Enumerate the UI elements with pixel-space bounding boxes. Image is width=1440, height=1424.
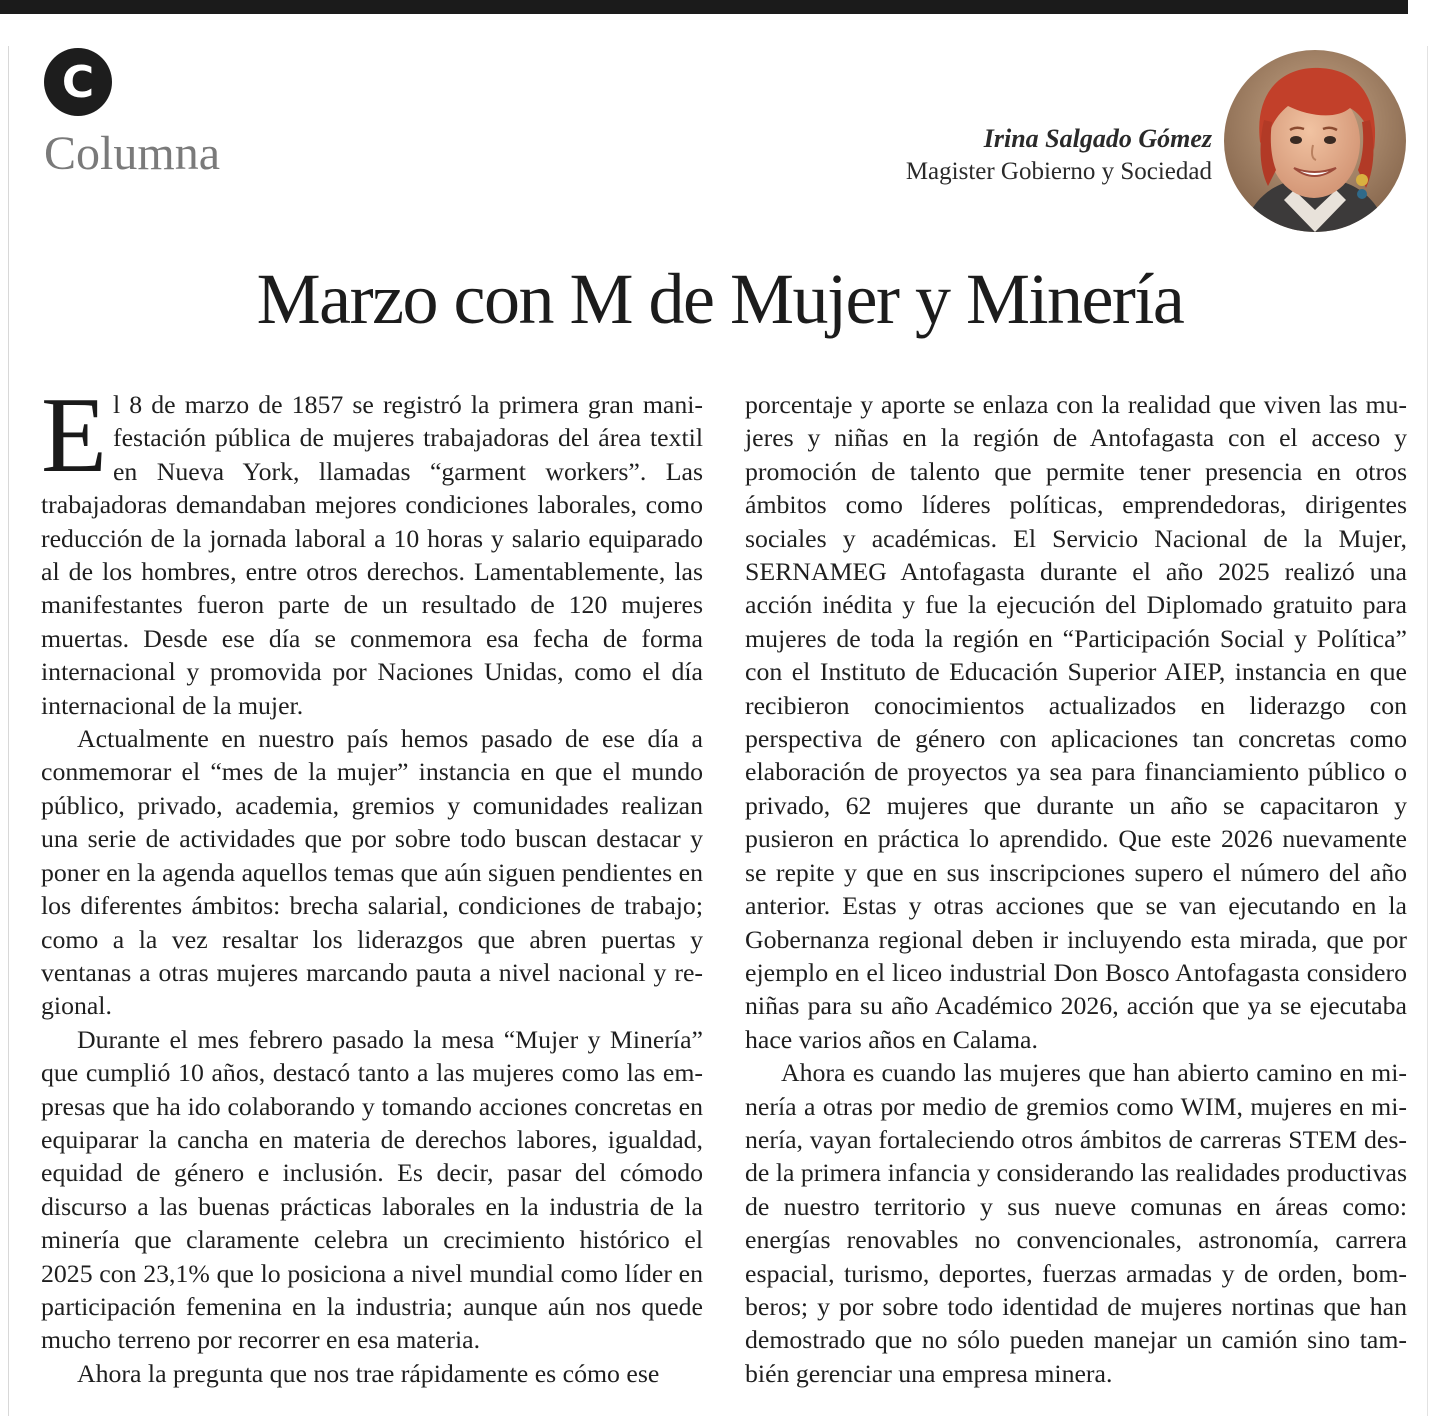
article-paragraph: Ahora es cuando las mujeres que han abierto camino en minería a otras por medio de gremios como WIM, mujeres en minería, vayan fortaleciendo otros ámbitos de carreras STEM desde la primera infancia y considerando las realidades productivas de nuestro territorio y sus nueve comunas en áreas como: energías renovables no convencionales, astronomía, carrera espacial, turismo, deportes, fuerzas armadas y de orden, bomberos; y por sobre todo identidad de mujeres nortinas que han demostrado que no sólo pueden manejar un camión sino también gerenciar una empresa minera.: [745, 1058, 1407, 1388]
article-paragraph: [41, 376, 703, 722]
drop-cap: E: [41, 376, 107, 495]
article-paragraph: Durante el mes febrero pasado la mesa “Mujer y Minería” que cumplió 10 años, destacó tanto a las mujeres como las empresas que ha ido colaborando y tomando acciones concretas en equiparar la cancha en materia de derechos labores, igualdad, equidad de género e inclusión. Es decir, pasar del cómodo discurso a las buenas prácticas laborales en la industria de la minería que claramente celebra un crecimiento histórico el 2025 con 23,1% que lo posiciona a nivel mundial como líder en participación femenina en la industria; aunque aún nos quede mucho terreno por recorrer en esa materia.: [41, 1024, 703, 1355]
author-name: Irina Salgado Gómez: [983, 124, 1212, 153]
left-border: [8, 46, 9, 1416]
author-photo: [1224, 50, 1406, 232]
top-rule: [0, 0, 1408, 14]
article-paragraph: Ahora la pregunta que nos trae rápidamente es cómo ese: [77, 1358, 660, 1388]
section-label: Columna: [44, 127, 220, 180]
article-column-right: [745, 388, 1407, 1390]
right-border: [1427, 46, 1428, 1416]
author-portrait-icon: [1224, 50, 1406, 232]
article-paragraph: Actualmente en nuestro país hemos pasado de ese día a conmemorar el “mes de la mujer” instancia en que el mundo público, privado, academia, gremios y comunidades realizan una serie de actividades que por sobre todo buscan destacar y poner en la agenda aquellos temas que aún siguen pendientes en los diferentes ámbitos: brecha salarial, condiciones de trabajo; como a la vez resaltar los liderazgos que abren puertas y ventanas a otras mujeres marcando pauta a nivel nacional y regional.: [41, 724, 703, 1021]
headline: Marzo con M de Mujer y Minería: [256, 259, 1184, 339]
paragraph-text: l 8 de marzo de 1857 se registró la primera gran manifestación pública de mujeres trabajadoras del área textil en Nueva York, llamadas “garment workers”. Las trabajadoras demandaban mejores condiciones laborales, como reducción de la jornada laboral a 10 horas y salario equiparado al de los hombres, entre otros derechos. Lamentablemente, las manifestantes fueron parte de un resultado de 120 mujeres muertas. Desde ese día se conmemora esa fecha de forma internacional y promovida por Naciones Unidas, como el día internacional de la mujer.: [41, 390, 703, 720]
article-paragraph: porcentaje y aporte se enlaza con la realidad que viven las mujeres y niñas en la región de Antofagasta con el acceso y promoción de talento que permite tener presencia en otros ámbitos como líderes políticas, emprendedoras, dirigentes sociales y académicas. El Servicio Nacional de la Mujer, SERNAMEG Antofagasta durante el año 2025 realizó una acción inédita y fue la ejecución del Diplomado gratuito para mujeres de toda la región en “Participación Social y Política” con el Instituto de Educación Superior AIEP, instancia en que recibieron conocimientos actualizados en liderazgo con perspectiva de género con aplicaciones tan concretas como elaboración de proyectos ya sea para financiamiento público o privado, 62 mujeres que durante un año se capacitaron y pusieron en práctica lo aprendido. Que este 2026 nuevamente se repite y que en sus inscripciones supero el número del año anterior. Estas y otras acciones que se van ejecutando en la Gobernanza regional deben ir incluyendo esta mirada, que por ejemplo en el liceo industrial Don Bosco Antofagasta considero niñas para su año Académico 2026, acción que ya se ejecutaba hace varios años en Calama.: [745, 390, 1407, 1054]
section-badge: C: [44, 48, 112, 116]
article-column-left: [41, 376, 703, 1390]
author-title: Magister Gobierno y Sociedad: [905, 158, 1212, 185]
